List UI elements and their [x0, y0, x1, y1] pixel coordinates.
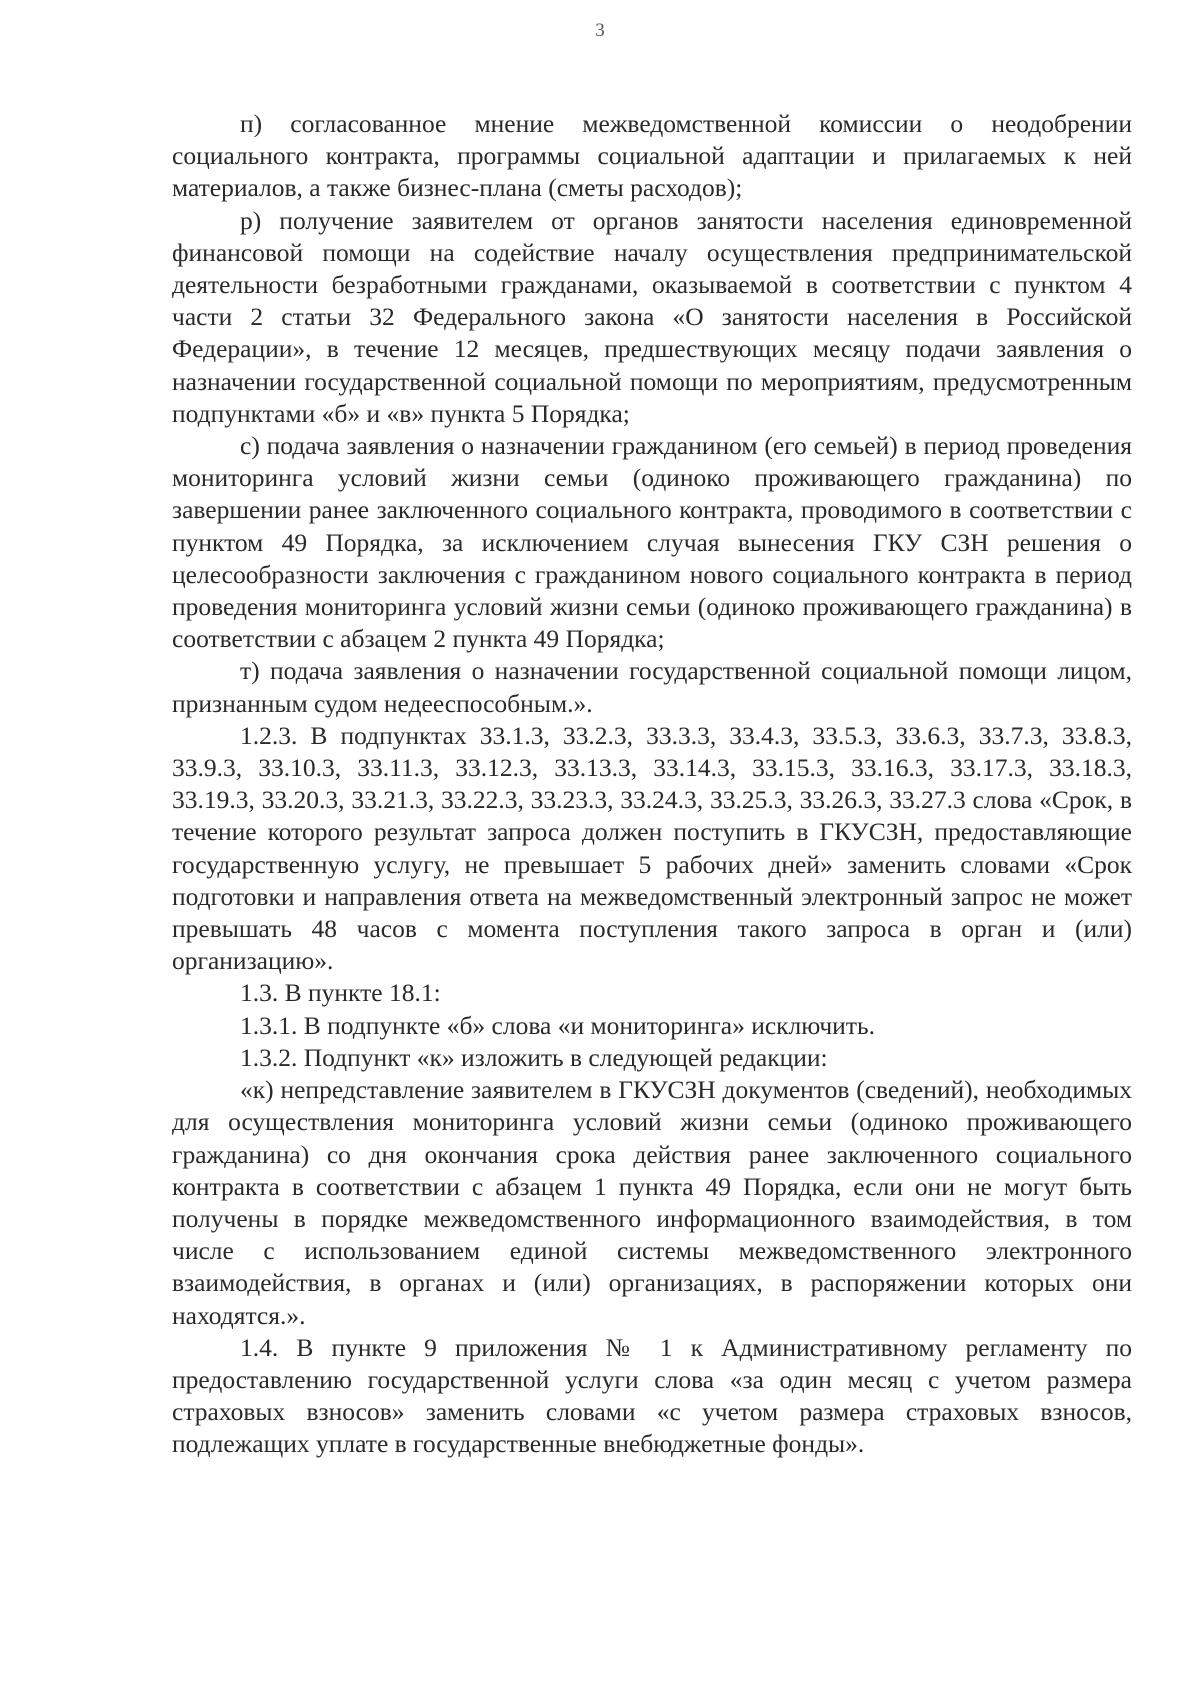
paragraph-p: п) согласованное мнение межведомственной комиссии о неодобрении социального контракта, программы социальной адаптации и прилагаемых к ней материалов, а также бизнес-плана (сметы расходов);: [172, 109, 1132, 203]
paragraph-1-3: 1.3. В пункте 18.1:: [240, 978, 441, 1008]
paragraph-r: р) получение заявителем от органов занятости населения единовременной финансовой помощи на содействие началу осуществления предпринимательской деятельности безработными гражданами, оказываемой в соответствии с пунктом 4 части 2 статьи 32 Федерального закона «О занятости населения в Российской Федерации», в течение 12 месяцев, предшествующих месяцу подачи заявления о назначении государственной социальной помощи по мероприятиям, предусмотренным подпунктами «б» и «в» пункта 5 Порядка;: [172, 205, 1132, 428]
paragraph-1-3-1: 1.3.1. В подпункте «б» слова «и мониторинга» исключить.: [240, 1010, 875, 1040]
paragraph-1-4: 1.4. В пункте 9 приложения № 1 к Административному регламенту по предоставлению государственной услуги слова «за один месяц с учетом размера страховых взносов» заменить словами «с учетом размера страховых взносов, подлежащих уплате в государственные внебюджетные фонды».: [172, 1332, 1132, 1459]
paragraph-t: т) подача заявления о назначении государственной социальной помощи лицом, признанным судом недееспособным.».: [172, 656, 1132, 718]
paragraph-1-2-3: 1.2.3. В подпунктах 33.1.3, 33.2.3, 33.3.3, 33.4.3, 33.5.3, 33.6.3, 33.7.3, 33.8.3, 33.9.3, 33.10.3, 33.11.3, 33.12.3, 33.13.3, 33.14.3, 33.15.3, 33.16.3, 33.17.3, 33.18.3, 33.19.3, 33.20.3, 33.21.3, 33.22.3, 33.23.3, 33.24.3, 33.25.3, 33.26.3, 33.27.3 слова «Срок, в течение которого результат запроса должен поступить в ГКУСЗН, предоставляющие государственную услугу, не превышает 5 рабочих дней» заменить словами «Срок подготовки и направления ответа на межведомственный электронный запрос не может превышать 48 часов с момента поступления такого запроса в орган и (или) организацию».: [172, 720, 1132, 976]
document-body: [172, 108, 1132, 1461]
page-number: 3: [595, 20, 605, 41]
paragraph-k: «к) непредставление заявителем в ГКУСЗН документов (сведений), необходимых для осуществления мониторинга условий жизни семьи (одиноко проживающего гражданина) со дня окончания срока действия ранее заключенного социального контракта в соответствии с абзацем 1 пункта 49 Порядка, если они не могут быть получены в порядке межведомственного информационного взаимодействия, в том числе с использованием единой системы межведомственного электронного взаимодействия, в органах и (или) организациях, в распоряжении которых они находятся.».: [172, 1075, 1132, 1330]
paragraph-s: с) подача заявления о назначении гражданином (его семьей) в период проведения мониторинга условий жизни семьи (одиноко проживающего гражданина) по завершении ранее заключенного социального контракта, проводимого в соответствии с пунктом 49 Порядка, за исключением случая вынесения ГКУ СЗН решения о целесообразности заключения с гражданином нового социального контракта в период проведения мониторинга условий жизни семьи (одиноко проживающего гражданина) в соответствии с абзацем 2 пункта 49 Порядка;: [172, 431, 1132, 654]
paragraph-1-3-2: 1.3.2. Подпункт «к» изложить в следующей редакции:: [240, 1042, 828, 1072]
